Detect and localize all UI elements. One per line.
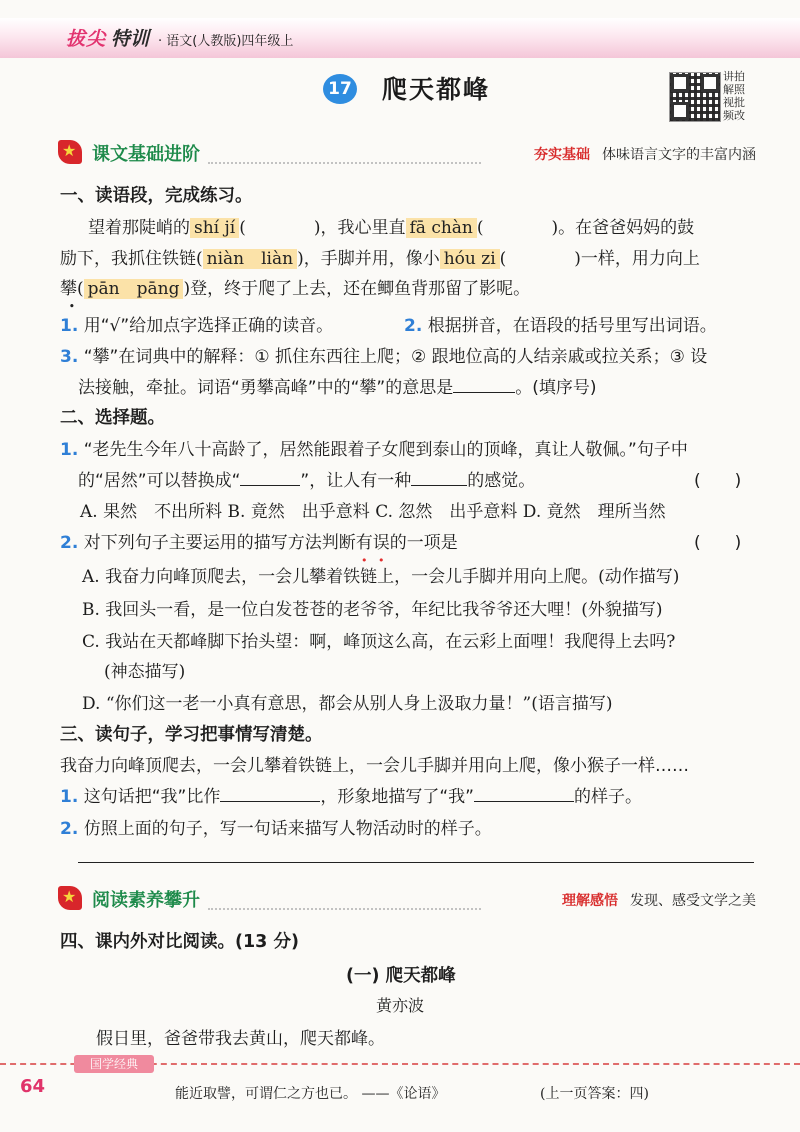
question-text: 的“居然”可以替换成“ bbox=[78, 471, 241, 491]
question-number: 2. bbox=[404, 316, 423, 336]
section-subtitle bbox=[562, 890, 756, 910]
text: 望着那陡峭的 bbox=[88, 218, 190, 238]
reading-author: 黄亦波 bbox=[376, 996, 425, 1015]
question-text: 的感觉。 bbox=[467, 471, 536, 491]
question-text: ，形象地描写了“我” bbox=[320, 787, 474, 807]
page-number: 64 bbox=[20, 1076, 46, 1097]
part1-q3-cont bbox=[78, 373, 597, 398]
section-subtitle-text: 发现、感受文学之美 bbox=[630, 893, 756, 909]
answer-blank[interactable]: ( )。在爸爸妈妈的鼓 bbox=[476, 218, 695, 238]
part2-q1-options: A. 果然 不出所料 B. 竟然 出乎意料 C. 忽然 出乎意料 D. 竟然 理所当然 bbox=[80, 502, 666, 522]
brand-logo-part1: 拔尖 bbox=[66, 28, 107, 50]
question-number: 2. bbox=[60, 819, 79, 839]
qr-code-icon[interactable] bbox=[669, 72, 721, 122]
question-number: 2. bbox=[60, 533, 79, 553]
option-d[interactable]: D. “你们这一老一小真有意思，都会从别人身上汲取力量！”(语言描写) bbox=[82, 694, 613, 714]
part2-q1-cont bbox=[78, 466, 535, 491]
answer-blank[interactable]: ( )一样，用力向上 bbox=[499, 249, 700, 269]
pinyin-choice[interactable]: niàn liàn bbox=[203, 249, 297, 269]
answer-blank[interactable]: ( )，我心里直 bbox=[239, 218, 406, 238]
lesson-number-badge: 17 bbox=[323, 74, 357, 104]
section-title: 阅读素养攀升 bbox=[92, 890, 200, 911]
dotted-char: 有 bbox=[355, 533, 373, 553]
part1-q2 bbox=[404, 311, 717, 336]
section-divider bbox=[208, 908, 481, 910]
question-text: 根据拼音，在语段的括号里写出词语。 bbox=[427, 316, 717, 336]
answer-blank[interactable] bbox=[220, 801, 320, 802]
flag-star-icon bbox=[58, 140, 82, 164]
answer-blank[interactable] bbox=[453, 392, 515, 393]
section-divider bbox=[208, 162, 481, 164]
lesson-title: 爬天都峰 bbox=[382, 75, 491, 104]
pinyin-highlight: shí jí bbox=[190, 218, 239, 238]
answer-line[interactable] bbox=[78, 862, 754, 863]
footer-answer: (上一页答案：四) bbox=[540, 1086, 649, 1102]
question-text: 对下列句子主要运用的描写方法判断 bbox=[83, 533, 356, 553]
part1-q3 bbox=[60, 342, 707, 367]
part2-q1 bbox=[60, 435, 688, 460]
part1-q1 bbox=[60, 311, 333, 336]
footer-badge: 国学经典 bbox=[74, 1055, 154, 1073]
section-subtitle bbox=[534, 144, 756, 164]
question-number: 1. bbox=[60, 316, 79, 336]
question-text: “老先生今年八十高龄了，居然能跟着子女爬到泰山的顶峰，真让人敬佩。”句子中 bbox=[83, 440, 688, 460]
pinyin-highlight: fā chàn bbox=[406, 218, 477, 238]
question-text: 这句话把“我”比作 bbox=[83, 787, 221, 807]
section-bar-basics bbox=[58, 138, 756, 168]
option-a[interactable]: A. 我奋力向峰顶爬去，一会儿攀着铁链上，一会儿手脚并用向上爬。(动作描写) bbox=[82, 567, 680, 587]
pinyin-choice[interactable]: pān pāng bbox=[84, 279, 184, 299]
section-subtitle-emphasis: 理解感悟 bbox=[562, 893, 618, 909]
answer-blank[interactable] bbox=[411, 485, 467, 486]
section-title: 课文基础进阶 bbox=[92, 144, 200, 165]
question-text: 用“√”给加点字选择正确的读音。 bbox=[83, 316, 334, 336]
dotted-char: 攀( • bbox=[60, 279, 84, 299]
part3-q2 bbox=[60, 814, 492, 839]
question-number: 3. bbox=[60, 347, 79, 367]
question-text: 法接触，牵扯。词语“勇攀高峰”中的“攀”的意思是 bbox=[78, 378, 454, 398]
part2-heading: 二、选择题。 bbox=[60, 408, 165, 428]
part3-sentence: 我奋力向峰顶爬去，一会儿攀着铁链上，一会儿手脚并用向上爬，像小猴子一样…… bbox=[60, 756, 689, 776]
question-text: “攀”在词典中的解释：① 抓住东西往上爬；② 跟地位高的人结亲戚或拉关系；③ 设 bbox=[83, 347, 708, 367]
pinyin-highlight: hóu zi bbox=[440, 249, 500, 269]
part1-heading: 一、读语段，完成练习。 bbox=[60, 186, 253, 206]
question-number: 1. bbox=[60, 440, 79, 460]
brand-logo-part2: 特训 bbox=[111, 28, 150, 50]
passage-line-2 bbox=[60, 244, 700, 269]
part3-q1 bbox=[60, 782, 642, 807]
reading-title: (一) 爬天都峰 bbox=[346, 966, 456, 986]
book-subtitle: · 语文(人教版)四年级上 bbox=[158, 34, 294, 49]
question-text: 。(填序号) bbox=[515, 378, 597, 398]
part4-heading: 四、课内外对比阅读。(13 分) bbox=[60, 932, 299, 952]
part3-heading: 三、读句子，学习把事情写清楚。 bbox=[60, 725, 323, 745]
passage-line-3 bbox=[60, 274, 530, 299]
text: )，手脚并用，像小 bbox=[297, 249, 440, 269]
question-number: 1. bbox=[60, 787, 79, 807]
answer-paren[interactable]: ( ) bbox=[694, 471, 742, 491]
question-text: 仿照上面的句子，写一句话来描写人物活动时的样子。 bbox=[83, 819, 492, 839]
part2-q2 bbox=[60, 528, 458, 553]
reading-first-line: 假日里，爸爸带我去黄山，爬天都峰。 bbox=[96, 1029, 385, 1049]
question-text: 的样子。 bbox=[573, 787, 642, 807]
answer-blank[interactable] bbox=[474, 801, 574, 802]
flag-star-icon bbox=[58, 886, 82, 910]
footer-quote: 能近取譬，可谓仁之方也已。 ——《论语》 bbox=[175, 1086, 446, 1102]
section-subtitle-text: 体味语言文字的丰富内涵 bbox=[602, 147, 756, 163]
question-text: 的一项是 bbox=[389, 533, 458, 553]
option-c[interactable]: C. 我站在天都峰脚下抬头望：啊，峰顶这么高，在云彩上面哩！我爬得上去吗? bbox=[82, 632, 676, 652]
answer-blank[interactable] bbox=[240, 485, 300, 486]
dotted-char: 误 bbox=[372, 533, 390, 553]
answer-paren[interactable]: ( ) bbox=[694, 533, 742, 553]
text: 励下，我抓住铁链( bbox=[60, 249, 203, 269]
question-text: ”，让人有一种 bbox=[300, 471, 412, 491]
section-subtitle-emphasis: 夯实基础 bbox=[534, 147, 590, 163]
text: )登，终于爬了上去，还在鲫鱼背那留了影呢。 bbox=[183, 279, 531, 299]
option-c-cont: (神态描写) bbox=[104, 662, 186, 682]
option-b[interactable]: B. 我回头一看，是一位白发苍苍的老爷爷，年纪比我爷爷还大哩！(外貌描写) bbox=[82, 600, 663, 620]
section-bar-reading bbox=[58, 884, 756, 914]
passage-line-1 bbox=[88, 213, 694, 238]
qr-label: 讲拍解照视批频改 bbox=[723, 70, 745, 122]
